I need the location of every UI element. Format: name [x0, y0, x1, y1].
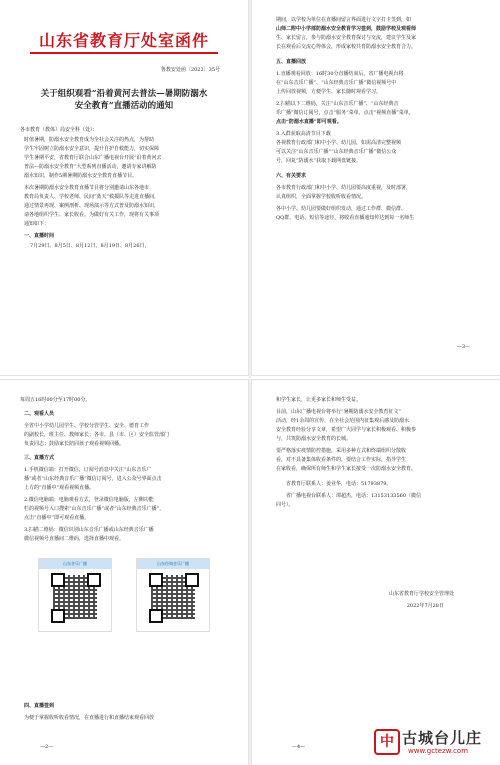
document-page-1	[0, 0, 248, 375]
replay-line: 2.扫描以下二维码，关注“山东音乐广播”、“山东经典音	[276, 101, 399, 107]
replay-line: 乐广播”微信订阅号，点击“服务”菜单，点击“视频直播”菜单，	[276, 110, 414, 116]
section-heading-requirements: 六、有关要求	[276, 173, 307, 179]
letterhead-title: 山东省教育厅处室函件	[38, 31, 209, 50]
qr-finder-icon	[51, 609, 65, 623]
method-line: 微信视频号直播间二维码，选择直播中观看。	[24, 536, 125, 542]
broadcast-dates: 7月29日、8月5日、8月12日、8月19日、8月26日，	[30, 243, 150, 249]
para2-line: 请各地组织学生、家长收看。为做好有关工作，现将有关事项	[24, 212, 160, 218]
section-heading-replay: 五、直播回放	[276, 59, 307, 65]
broadcast-time: 每周五16时00分至17时00分。	[20, 397, 91, 403]
contact-line: 省教育厅联系人：姜业华，电话：51793879。	[286, 481, 392, 487]
intro-line: 长在观看后交流心得体会，形成家校共育防溺水安全教育合力。	[276, 44, 417, 50]
document-page-3	[252, 0, 500, 375]
letterhead-red-rule	[30, 52, 218, 54]
page-number: —3—	[456, 344, 470, 350]
document-page-2	[0, 380, 248, 765]
method-line: 上方的“直播中”观看视频直播。	[24, 485, 95, 491]
contact-line: 同号）。	[276, 502, 294, 508]
document-page-4	[252, 380, 500, 765]
site-logo-icon: 中	[374, 729, 400, 755]
body-line: 看，对不具备集体收看条件的，要结合工作实际，指导学生	[276, 457, 407, 463]
para1-line: 溺水知识，制作5期暑期防溺水安全教育直播节目。	[24, 173, 138, 179]
page-number: —2—	[40, 744, 54, 750]
watermark-site-name: 古城台儿庄	[402, 729, 483, 747]
document-title	[24, 88, 224, 112]
title-line-2: 安全教育”直播活动的通知	[74, 101, 174, 111]
title-line-1: 关于组织观看“沿着黄河去普法—暑期防溺水	[40, 89, 208, 99]
method-line: 2.微信电脑端：电脑观看方式，登录微信电脑版，左侧功能	[24, 497, 154, 503]
body-line: 要严格落实疫情防控措施，采用多种方式和终端组织分散收	[276, 448, 407, 454]
page-gutter	[249, 0, 251, 765]
page-number: —4—	[292, 744, 306, 750]
qr-finder-icon	[185, 573, 199, 587]
viewers-line: 的副校长，班主任、教师家长；各市、县（市、区）安全监管部门	[24, 432, 170, 438]
intro-line: 生、家长留言，参与防溺水安全教育探讨与交流，建议学生及家	[276, 35, 417, 41]
qr-card-label: 山东音乐广播	[39, 559, 111, 569]
para2-line: 本次暑期防溺水安全教育直播节目将分别邀请山东各地市	[24, 185, 150, 191]
para1-line: 普法—防溺水安全教育”大型系列直播活动，邀请专家讲解防	[24, 164, 157, 170]
requirement-line: 各市教育行政部门和中小学、幼儿园要高度重视，及时部署，	[276, 185, 412, 191]
intro-line: 期间，以学校为单位在直播间留言界面进行文字打卡签到，如	[276, 17, 412, 23]
para1-line: 学生牢固树立防溺水安全意识，提升自护自救能力，切实保障	[24, 146, 160, 152]
qr-code-card[interactable]	[38, 558, 112, 632]
replay-line: 号，回复“防溺水”获取下载网盘链接。	[276, 158, 362, 164]
requirement-line: QQ群、电话、短信等途径，将收看直播通知传达到每一名师生	[276, 215, 415, 221]
body-line: 与，共筑防溺水安全教育的长城。	[276, 436, 352, 442]
method-line: 1.手机微信端：打开微信，订阅号消息中关注“山东音乐广	[24, 467, 152, 473]
body-line: 目前，山东广播电视台将举行“暑期防溺水安全教育征文”	[276, 409, 402, 415]
qr-card-label: 山东经典音乐广播	[137, 559, 209, 569]
method-line: 3.扫描二维码：微信识别山东音乐广播或山东经典音乐广播	[24, 527, 154, 533]
para1-line: 时值暑期，防溺水安全教育成为全社会关注的热点，为帮助	[24, 137, 155, 143]
replay-line: 在“山东音乐广播”、“山东经典音乐广播”微信视频号中	[276, 80, 397, 86]
replay-line: 上传回放视频，方便学生、家长随时观看学习。	[276, 89, 382, 95]
para2-line: 通过情景再现、案例剖析、现场演示等方式普及防溺水知识，	[24, 203, 160, 209]
para2-line: 教育局负责人、学校老师、民间“蓝天”救援队等走进直播间，	[24, 194, 160, 200]
method-line: 栏的视频号入口搜索“山东音乐广播”或者“山东经典音乐广播”，	[24, 506, 165, 512]
qr-finder-icon	[87, 573, 101, 587]
signing-date: 2022年7月28日	[406, 603, 444, 609]
replay-line: 可以关注“山东音乐广播”“山东经典音乐广播”微信公众	[276, 149, 397, 155]
body-line: 和学生家长，让更多家长和师生受益。	[276, 397, 362, 403]
addressee: 各市教育（教体）局安全科（处）：	[20, 127, 98, 133]
replay-line: 1.直播观看回放：16时30分直播结束后，省广播电视台将	[276, 71, 404, 77]
intro-line: 山师二附中小学部防溺水安全教育学习签到，鼓励学校及观看师	[276, 26, 417, 32]
para2-line: 通知如下：	[24, 221, 50, 227]
section-heading-signin: 四、直播签到	[24, 703, 55, 709]
body-line: 安全教育经验分享文章，希望广大同学与家长积极观看、积极参	[276, 427, 417, 433]
section-heading-time: 一、直播时间	[24, 233, 55, 239]
document-number: 鲁教安处函〔2022〕35号	[160, 67, 220, 73]
signin-line: 为便于掌握收听收看情况，在直播进行和直播结束观看回放	[24, 715, 155, 721]
para1-line: 学生暑期平安，省教育厅联合山东广播电视台开展“沿着黄河去	[24, 155, 162, 161]
replay-line: 点击“防溺水直播”即可观看。	[276, 119, 342, 125]
section-heading-method: 三、直播方式	[24, 455, 55, 461]
requirement-line: 各中小学、幼儿园要做好组织发动，通过工作群、微信群、	[276, 206, 407, 212]
qr-finder-icon	[51, 573, 65, 587]
site-watermark[interactable]	[374, 725, 494, 757]
body-line: 在家收看，确保所有师生和学生家长接受一次防溺水安全教育。	[276, 466, 417, 472]
viewers-line: 负责同志；鼓励家长陪同孩子观看视频回播。	[24, 441, 125, 447]
qr-finder-icon	[149, 573, 163, 587]
signing-organization: 山东省教育厅学校安全管理处	[388, 591, 454, 597]
body-line: 活动，经1余周的宣传，在全社会范围内征集观后感及防溺水	[276, 418, 410, 424]
replay-line: 3.入群获取高清节目下载	[276, 131, 331, 137]
method-line: 点击“直播中”即可观看直播。	[24, 515, 90, 521]
replay-line: 各视教育行政部门和中小学、幼儿园，如需高清完整视频	[276, 140, 402, 146]
watermark-url: www.gctezw.com	[408, 747, 469, 755]
qr-code-card[interactable]	[136, 558, 210, 632]
qr-finder-icon	[149, 609, 163, 623]
section-heading-viewers: 二、观看人员	[24, 411, 55, 417]
viewers-line: 全省中小学幼儿园学生、学校分管学生、安全、德育工作	[24, 423, 150, 429]
contact-line: 省广播电视台联系人：谭超杰，电话：13153133560（微信	[286, 493, 421, 499]
requirement-line: 认真组织，全面掌握学校收听收看情况。	[276, 194, 367, 200]
method-line: 播”或者“山东经典音乐广播”微信订阅号，进入公众号界面点击	[24, 476, 162, 482]
